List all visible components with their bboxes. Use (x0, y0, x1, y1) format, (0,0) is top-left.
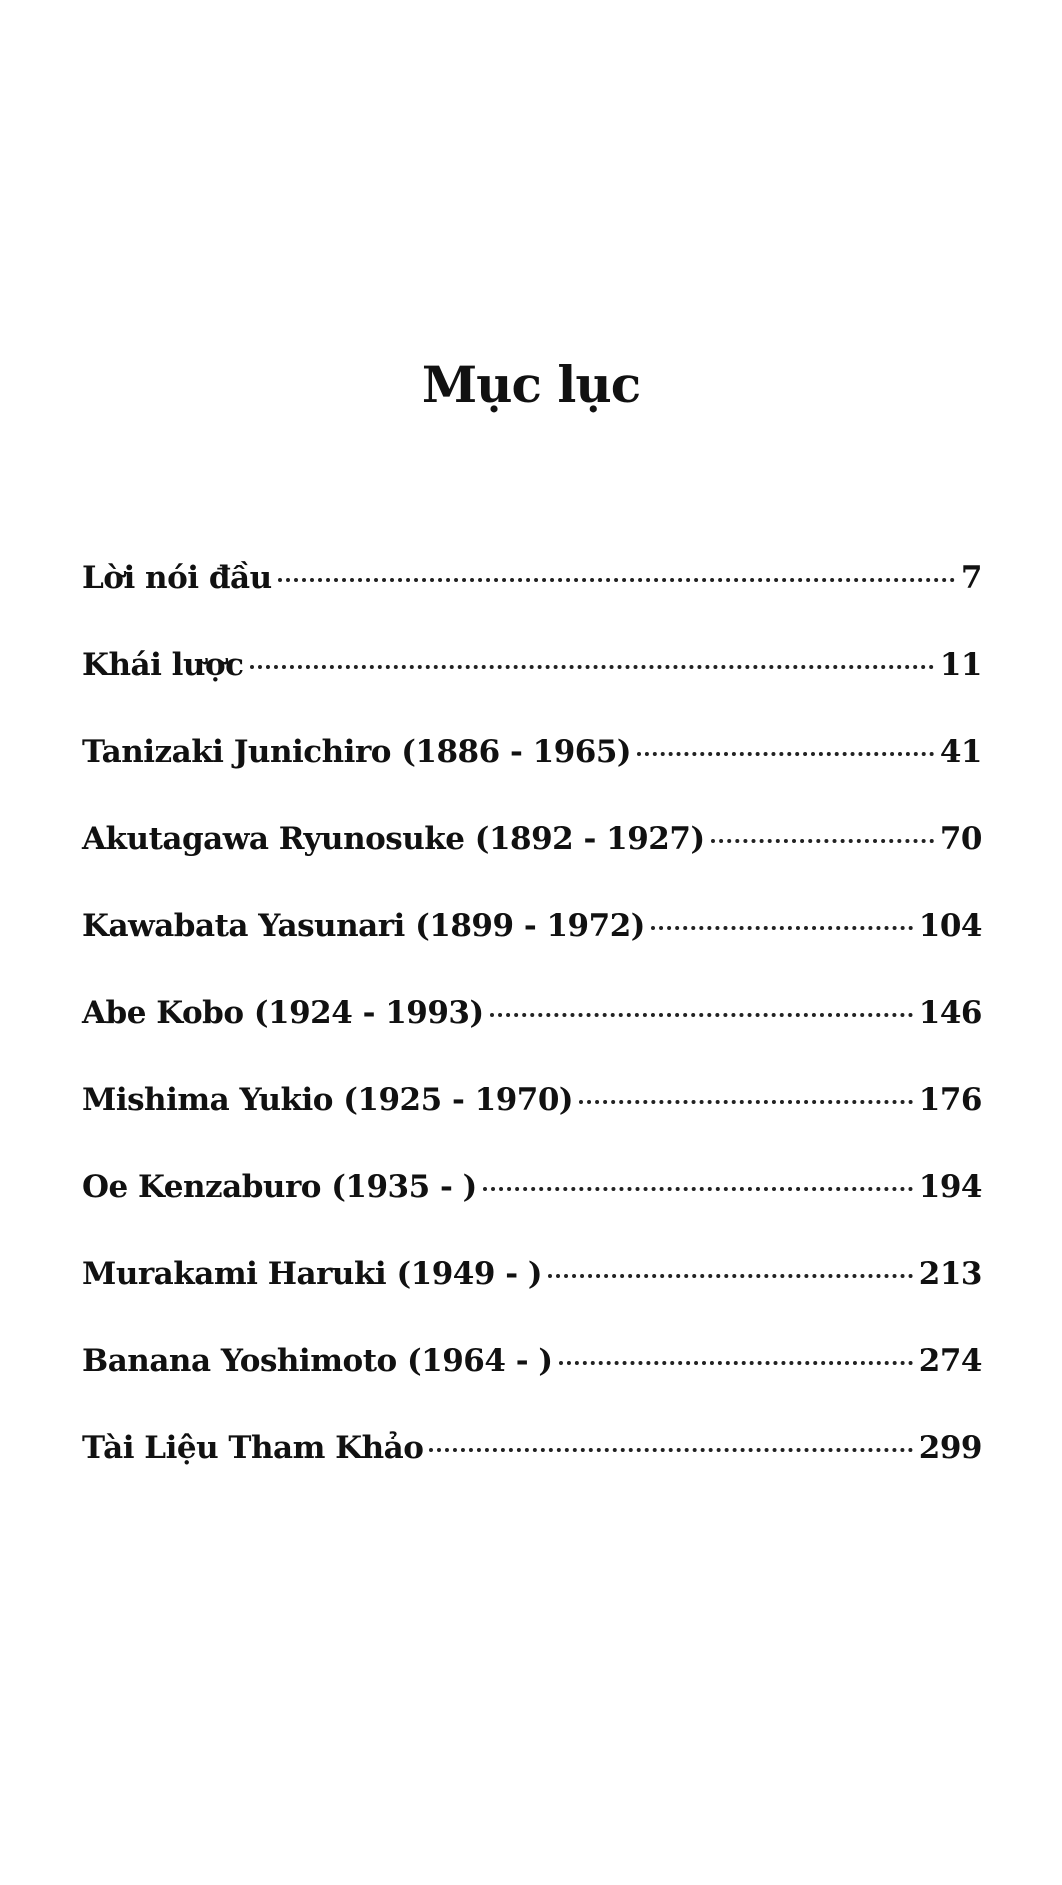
toc-entry (82, 1430, 982, 1517)
toc-entry-page: 70 (939, 821, 982, 857)
page-title: Mục lục (421, 355, 641, 414)
dot-leader (278, 578, 955, 582)
toc-entry (82, 1169, 982, 1256)
toc-entry (82, 1082, 982, 1169)
toc-entry-title: Oe Kenzaburo (1935 - ) (82, 1169, 477, 1205)
toc-entry-title: Mishima Yukio (1925 - 1970) (82, 1082, 574, 1118)
toc-entry (82, 560, 982, 647)
toc-entry-title: Khái lược (82, 647, 244, 683)
toc-entry-page: 104 (918, 908, 982, 944)
toc-entry (82, 908, 982, 995)
toc-entry-page: 299 (918, 1430, 982, 1466)
toc-entry-title: Murakami Haruki (1949 - ) (82, 1256, 543, 1292)
toc-entry (82, 1256, 982, 1343)
dot-leader (579, 1100, 913, 1104)
table-of-contents (82, 560, 982, 1517)
toc-entry-page: 7 (960, 560, 982, 596)
toc-entry-title: Banana Yoshimoto (1964 - ) (82, 1343, 553, 1379)
dot-leader (483, 1187, 913, 1191)
dot-leader (651, 926, 913, 930)
toc-entry-page: 146 (918, 995, 982, 1031)
dot-leader (490, 1013, 913, 1017)
toc-entry-title: Tanizaki Junichiro (1886 - 1965) (82, 734, 632, 770)
toc-entry-page: 213 (918, 1256, 982, 1292)
toc-entry-title: Lời nói đầu (82, 560, 272, 596)
toc-entry-title: Abe Kobo (1924 - 1993) (82, 995, 484, 1031)
dot-leader (637, 752, 934, 756)
toc-entry (82, 1343, 982, 1430)
dot-leader (250, 665, 934, 669)
toc-entry-page: 274 (918, 1343, 982, 1379)
toc-entry-page: 11 (939, 647, 982, 683)
toc-entry (82, 821, 982, 908)
toc-entry-title: Tài Liệu Tham Khảo (82, 1430, 424, 1466)
toc-entry-page: 41 (939, 734, 982, 770)
dot-leader (429, 1448, 912, 1452)
toc-entry (82, 647, 982, 734)
toc-entry-page: 176 (918, 1082, 982, 1118)
toc-entry (82, 995, 982, 1082)
toc-entry-page: 194 (918, 1169, 982, 1205)
toc-entry (82, 734, 982, 821)
dot-leader (711, 839, 934, 843)
toc-entry-title: Kawabata Yasunari (1899 - 1972) (82, 908, 645, 944)
dot-leader (559, 1361, 913, 1365)
toc-entry-title: Akutagawa Ryunosuke (1892 - 1927) (82, 821, 705, 857)
dot-leader (548, 1274, 913, 1278)
